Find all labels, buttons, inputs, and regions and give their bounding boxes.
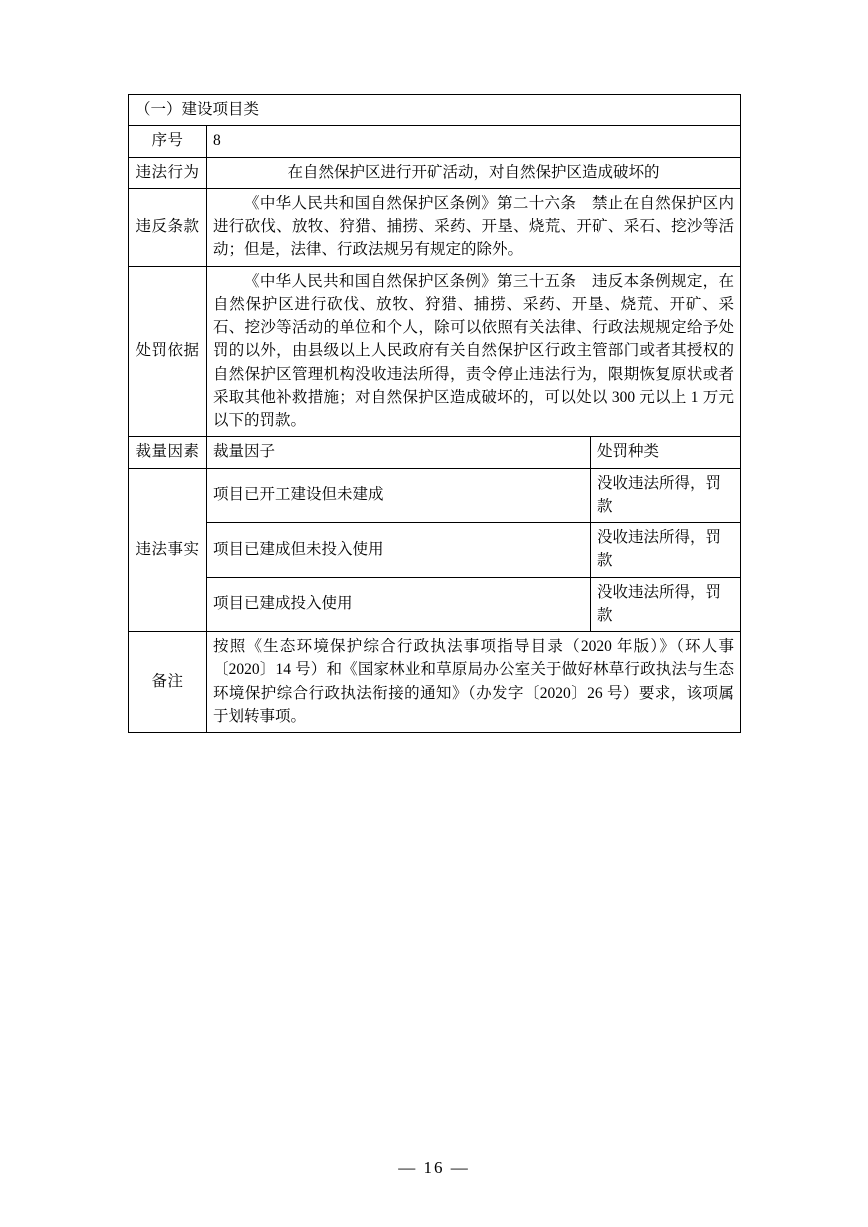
table-row-fact-1 [129, 468, 741, 523]
table-row-remark [129, 632, 741, 733]
penalty-detail-table [128, 94, 741, 733]
fact-factor: 项目已建成但未投入使用 [207, 523, 591, 578]
fact-penalty: 没收违法所得，罚款 [591, 577, 741, 632]
section-title: （一）建设项目类 [129, 95, 741, 126]
table-row-sequence [129, 126, 741, 157]
fact-factor: 项目已开工建设但未建成 [207, 468, 591, 523]
row-value-remark: 按照《生态环境保护综合行政执法事项指导目录（2020 年版）》（环人事〔2020〕14 号）和《国家林业和草原局办公室关于做好林草行政执法与生态环境保护综合行政执法衔接的通知》（办发字〔2020〕26 号）要求，该项属于划转事项。 [207, 632, 741, 733]
row-label-basis: 处罚依据 [129, 266, 207, 437]
row-value-sequence: 8 [207, 126, 741, 157]
table-row-fact-2 [129, 523, 741, 578]
row-label-remark: 备注 [129, 632, 207, 733]
column-header-discretion-factor: 裁量因子 [207, 437, 591, 468]
row-label-sequence: 序号 [129, 126, 207, 157]
row-label-clause: 违反条款 [129, 188, 207, 266]
row-label-discretion: 裁量因素 [129, 437, 207, 468]
row-label-facts: 违法事实 [129, 468, 207, 632]
column-header-penalty-type: 处罚种类 [591, 437, 741, 468]
fact-penalty: 没收违法所得，罚款 [591, 523, 741, 578]
row-label-violation: 违法行为 [129, 157, 207, 188]
page-number: — 16 — [398, 1158, 470, 1177]
table-row-violation [129, 157, 741, 188]
table-row-basis [129, 266, 741, 437]
table-row-section-title [129, 95, 741, 126]
table-row-discretion-header [129, 437, 741, 468]
fact-factor: 项目已建成投入使用 [207, 577, 591, 632]
row-value-basis: 《中华人民共和国自然保护区条例》第三十五条 违反本条例规定，在自然保护区进行砍伐、放牧、狩猎、捕捞、采药、开垦、烧荒、开矿、采石、挖沙等活动的单位和个人，除可以依照有关法律、行政法规规定给予处罚的以外，由县级以上人民政府有关自然保护区行政主管部门或者其授权的自然保护区管理机构没收违法所得，责令停止违法行为，限期恢复原状或者采取其他补救措施；对自然保护区造成破坏的，可以处以 300 元以上 1 万元以下的罚款。 [207, 266, 741, 437]
fact-penalty: 没收违法所得，罚款 [591, 468, 741, 523]
table-row-clause [129, 188, 741, 266]
row-value-clause: 《中华人民共和国自然保护区条例》第二十六条 禁止在自然保护区内进行砍伐、放牧、狩猎、捕捞、采药、开垦、烧荒、开矿、采石、挖沙等活动；但是，法律、行政法规另有规定的除外。 [207, 188, 741, 266]
table-row-fact-3 [129, 577, 741, 632]
row-value-violation: 在自然保护区进行开矿活动，对自然保护区造成破坏的 [207, 157, 741, 188]
